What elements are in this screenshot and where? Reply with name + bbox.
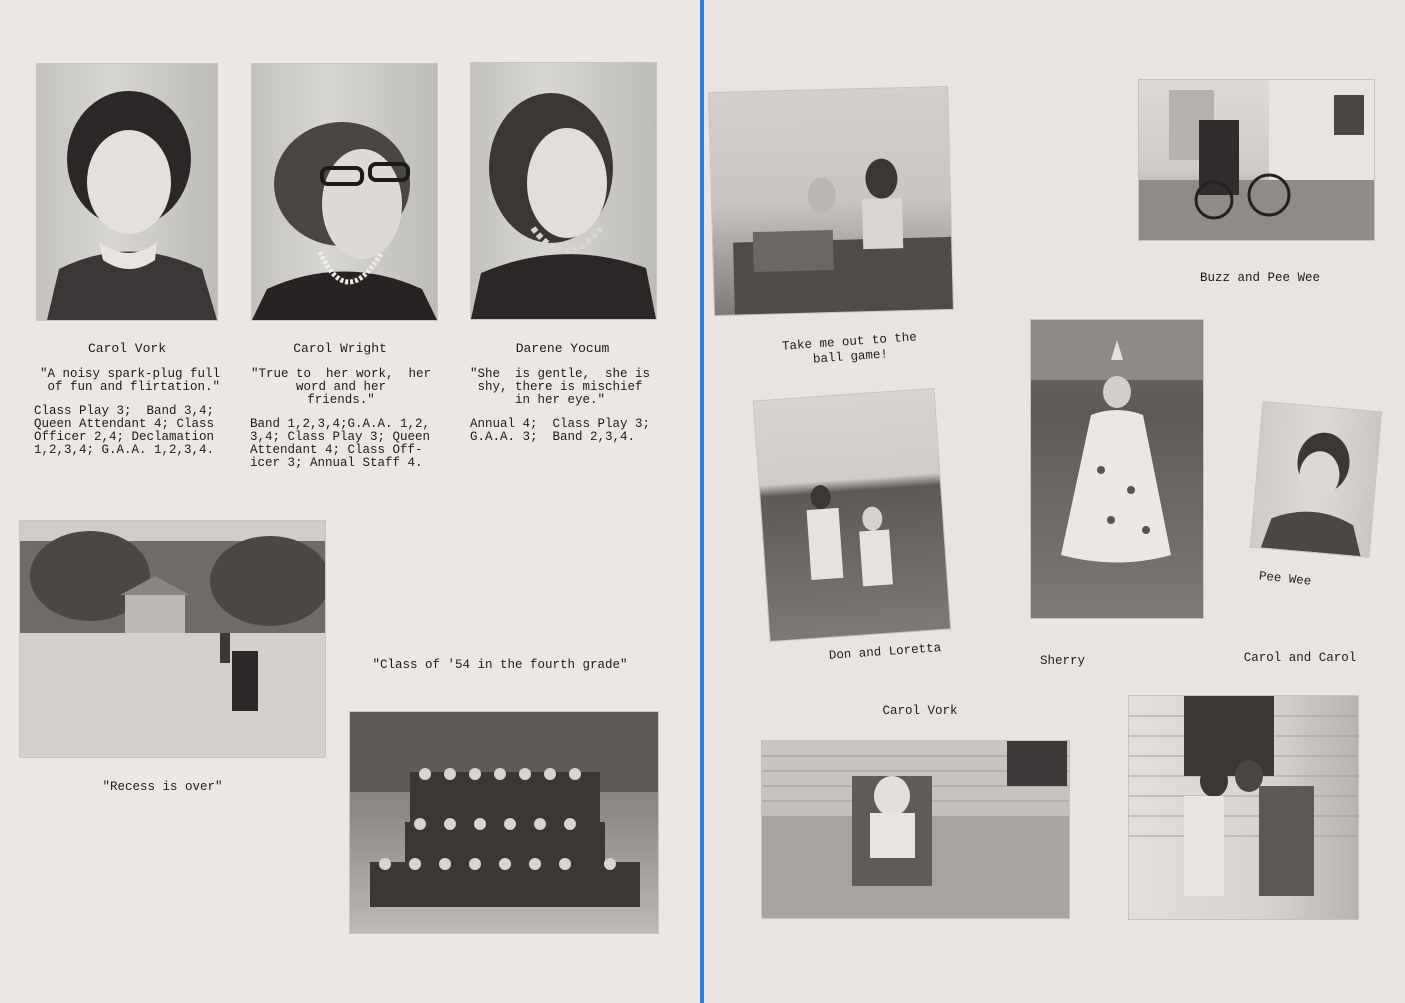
caption-carol-vork: Carol Vork	[882, 704, 958, 718]
portrait-darene-yocum	[471, 63, 656, 319]
caption-ball-game: Take me out to the ball game!	[781, 330, 918, 367]
photo-ball-game	[709, 87, 953, 315]
photo-buzz-and-pee-wee	[1139, 80, 1374, 240]
photo-recess	[20, 521, 325, 757]
senior-quote-carol-vork: "A noisy spark-plug full of fun and flirtation."	[39, 367, 221, 394]
senior-quote-darene-yocum: "She is gentle, she is shy, there is mischief in her eye."	[469, 367, 651, 407]
caption-pee-wee: Pee Wee	[1258, 569, 1312, 589]
photo-pee-wee	[1251, 402, 1381, 557]
photo-sherry	[1031, 320, 1203, 618]
senior-activities-darene-yocum: Annual 4; Class Play 3; G.A.A. 3; Band 2,3,4.	[470, 417, 651, 444]
caption-don-and-loretta: Don and Loretta	[828, 641, 942, 663]
portrait-carol-vork	[37, 64, 217, 320]
photo-don-and-loretta	[754, 389, 950, 641]
senior-activities-carol-vork: Class Play 3; Band 3,4; Queen Attendant 4; Class Officer 2,4; Declamation 1,2,3,4; G.A.A. 1,2,3,4.	[34, 404, 215, 457]
portrait-carol-wright	[252, 64, 437, 320]
caption-buzz-and-pee-wee: Buzz and Pee Wee	[1199, 271, 1321, 285]
photo-fourth-grade-class	[350, 712, 658, 933]
senior-quote-carol-wright: "True to her work, her word and her friends."	[250, 367, 432, 407]
senior-name-darene-yocum: Darene Yocum	[515, 341, 610, 356]
caption-fourth-grade: "Class of '54 in the fourth grade"	[372, 658, 628, 672]
caption-recess: "Recess is over"	[102, 780, 223, 794]
caption-carol-and-carol: Carol and Carol	[1243, 651, 1357, 665]
senior-name-carol-wright: Carol Wright	[293, 341, 387, 356]
photo-carol-and-carol	[1129, 696, 1358, 919]
senior-name-carol-vork: Carol Vork	[87, 341, 166, 356]
photo-carol-vork-child	[762, 741, 1069, 918]
senior-activities-carol-wright: Band 1,2,3,4;G.A.A. 1,2, 3,4; Class Play 3; Queen Attendant 4; Class Off- icer 3; Annual Staff 4.	[250, 417, 431, 470]
caption-sherry: Sherry	[1039, 654, 1085, 668]
